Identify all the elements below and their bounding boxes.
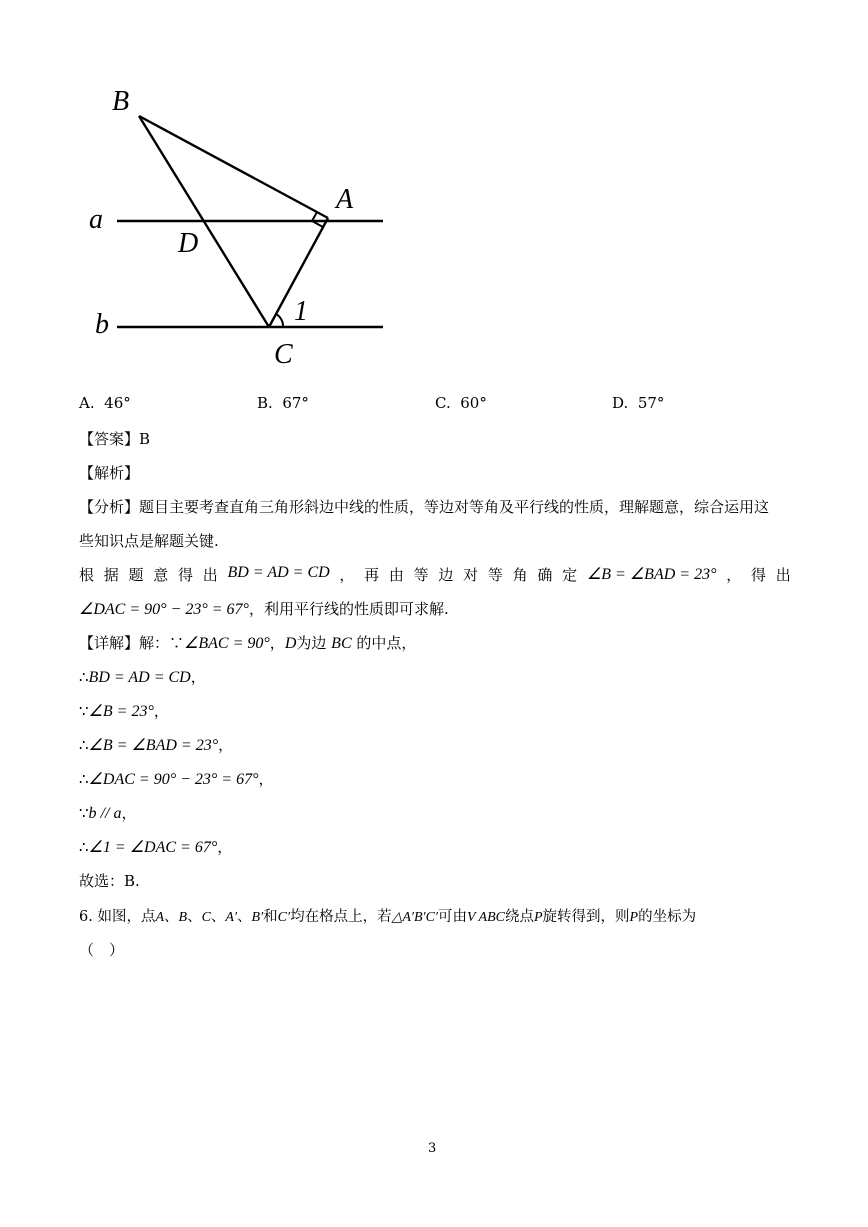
q6-sep-3: 、 [210, 909, 226, 925]
detail-intro: 解：∵ [139, 634, 185, 652]
option-a [79, 394, 131, 412]
explain-w9: 由 [388, 566, 404, 584]
label-a-line: a [89, 204, 103, 235]
explain-w14: 角 [512, 566, 528, 584]
step-3-prefix: ∴ [79, 736, 89, 754]
explain-w19: 出 [775, 566, 791, 584]
option-c [435, 394, 487, 412]
q6-point-b: B [178, 910, 188, 925]
answer-tag: 【答案】 [79, 430, 140, 448]
page-number: 3 [428, 1141, 437, 1156]
explain-w11: 边 [438, 566, 454, 584]
option-d [612, 394, 664, 412]
option-b [257, 394, 309, 412]
q6-triangle-prime: △A′B′C′ [391, 910, 438, 925]
option-d-letter: D. [612, 394, 629, 412]
geometry-figure [80, 80, 400, 380]
step-5-expr: b // a [88, 805, 122, 822]
option-c-letter: C. [435, 394, 451, 412]
q6-num: 6. 如图，点 [79, 909, 156, 925]
q6-sep-5: 和 [263, 909, 278, 925]
step-5 [79, 802, 136, 823]
fenxi-line-2: 些知识点是解题关键. [79, 532, 219, 550]
explain-w10: 等 [413, 566, 429, 584]
step-1-expr: BD = AD = CD [88, 669, 191, 686]
step-5-suffix: ， [121, 804, 137, 822]
detail-mid2: 为边 [296, 634, 327, 652]
q6-sep-2: 、 [187, 909, 202, 925]
analysis-heading: 【解析】 [79, 464, 140, 482]
option-b-value: 67° [282, 394, 309, 412]
label-angle-1: 1 [294, 296, 308, 327]
step-2-suffix: ， [153, 702, 169, 720]
explain-w17: ， [726, 566, 742, 584]
detail-mid: ， [269, 634, 285, 652]
explain-eq-3: ∠DAC = 90° − 23° = 67° [79, 601, 249, 618]
explain-eq-1: BD = AD = CD [227, 564, 330, 581]
step-1 [79, 666, 206, 687]
step-3-expr: ∠B = ∠BAD = 23° [88, 737, 219, 754]
explain-line-2 [79, 598, 449, 619]
step-2 [79, 700, 169, 721]
explain-tail: ，利用平行线的性质即可求解. [248, 600, 449, 618]
step-6-suffix: ， [217, 838, 233, 856]
explain-w15: 确 [537, 566, 553, 584]
label-b-line: b [95, 309, 109, 340]
explain-w7: ， [339, 566, 355, 584]
q6-point-p-2: P [629, 910, 639, 925]
option-b-letter: B. [257, 394, 273, 412]
question-6-line [79, 905, 696, 926]
explain-w8: 再 [364, 566, 380, 584]
conclusion: 故选：B. [79, 872, 140, 890]
step-2-expr: ∠B = 23° [88, 703, 154, 720]
fenxi-text-1: 题目主要考查直角三角形斜边中线的性质，等边对等角及平行线的性质，理解题意，综合运用这 [139, 498, 770, 516]
label-a-point: A [336, 184, 354, 215]
explain-w1: 根 [79, 566, 95, 584]
label-d-point: D [178, 228, 199, 259]
step-5-prefix: ∵ [79, 804, 89, 822]
step-6-prefix: ∴ [79, 838, 89, 856]
step-6 [79, 836, 232, 857]
detail-d: D [284, 635, 297, 652]
q6-point-a-prime: A′ [225, 910, 238, 925]
detail-tag: 【详解】 [79, 634, 140, 652]
q6-sep-1: 、 [164, 909, 179, 925]
q6-sep-8: 绕点 [504, 909, 534, 925]
q6-point-c: C [201, 910, 211, 925]
step-4-expr: ∠DAC = 90° − 23° = 67° [88, 771, 259, 788]
explain-w16: 定 [562, 566, 578, 584]
detail-line [79, 632, 416, 653]
q6-point-c-prime: C′ [277, 910, 291, 925]
option-d-value: 57° [637, 394, 665, 412]
q6-sep-10: 的坐标为 [638, 909, 697, 925]
q6-sep-6: 均在格点上，若 [290, 909, 392, 925]
step-4-prefix: ∴ [79, 770, 89, 788]
question-6-paren: （ ） [79, 941, 125, 959]
step-1-prefix: ∴ [79, 668, 89, 686]
label-c-point: C [274, 339, 293, 370]
option-c-value: 60° [460, 394, 487, 412]
angle-1-arc [276, 314, 283, 327]
step-6-expr: ∠1 = ∠DAC = 67° [88, 839, 218, 856]
explain-w5: 得 [178, 566, 194, 584]
label-b-point: B [112, 86, 130, 117]
detail-end: 的中点， [356, 634, 417, 652]
explain-w13: 等 [487, 566, 503, 584]
explain-w18: 得 [750, 566, 766, 584]
fenxi-tag: 【分析】 [79, 498, 140, 516]
option-a-letter: A. [79, 394, 95, 412]
step-3-suffix: ， [218, 736, 234, 754]
step-2-prefix: ∵ [79, 702, 89, 720]
q6-sep-4: 、 [237, 909, 252, 925]
step-4-suffix: ， [258, 770, 274, 788]
q6-point-b-prime: B′ [251, 910, 264, 925]
explain-w4: 意 [153, 566, 169, 584]
answer-value: B [139, 430, 151, 448]
step-4 [79, 768, 274, 789]
q6-sep-9: 旋转得到，则 [542, 909, 630, 925]
detail-bc: BC [331, 635, 352, 652]
q6-sep-7: 可由 [437, 909, 467, 925]
fenxi-line-1 [79, 496, 769, 517]
step-1-suffix: ， [190, 668, 206, 686]
explain-eq-2: ∠B = ∠BAD = 23° [586, 566, 717, 583]
detail-eq-bac: ∠BAC = 90° [184, 635, 270, 652]
explain-w6: 出 [202, 566, 218, 584]
explain-line-1 [79, 564, 791, 585]
answer-line [79, 428, 150, 449]
option-a-value: 46° [104, 394, 131, 412]
q6-point-a: A [155, 910, 165, 925]
segment-ba [139, 116, 328, 218]
q6-triangle: V ABC [466, 910, 505, 925]
q6-point-p: P [533, 910, 543, 925]
explain-w12: 对 [463, 566, 479, 584]
step-3 [79, 734, 233, 755]
explain-w3: 题 [128, 566, 144, 584]
explain-w2: 据 [103, 566, 119, 584]
